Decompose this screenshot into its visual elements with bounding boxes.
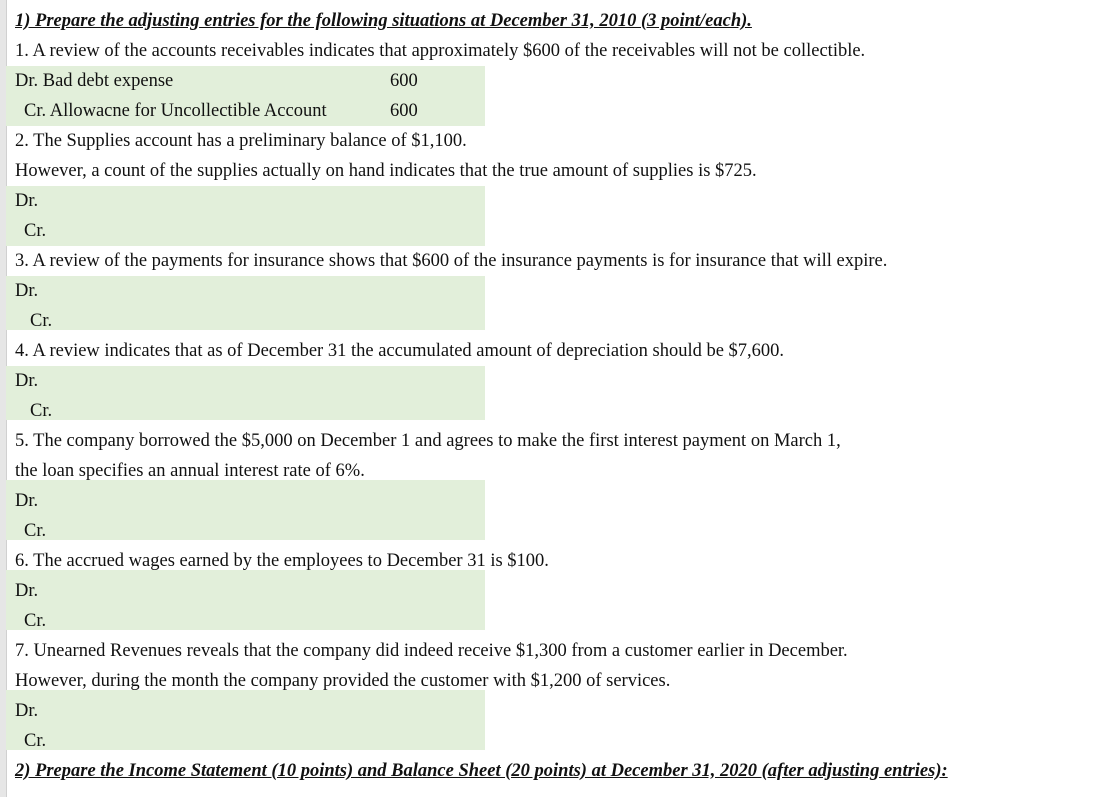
q2-debit-label: Dr.	[15, 191, 39, 211]
q5-debit-label: Dr.	[15, 491, 39, 511]
q7-question-line-1: 7. Unearned Revenues reveals that the company did indeed receive $1,300 from a customer earlier in December.	[15, 641, 848, 661]
q4-question: 4. A review indicates that as of December 31 the accumulated amount of depreciation should be $7,600.	[15, 341, 785, 361]
q5-credit-label: Cr.	[24, 521, 47, 541]
q1-question: 1. A review of the accounts receivables indicates that approximately $600 of the receivables will not be collectible.	[15, 41, 866, 61]
q1-credit-amount: 600	[390, 101, 418, 121]
section-1-heading: 1) Prepare the adjusting entries for the following situations at December 31, 2010 (3 point/each).	[15, 11, 752, 31]
q2-question-line-1: 2. The Supplies account has a preliminary balance of $1,100.	[15, 131, 467, 151]
q7-credit-label: Cr.	[24, 731, 47, 751]
q4-debit-label: Dr.	[15, 371, 39, 391]
answer-area-q7[interactable]	[6, 690, 485, 750]
q2-credit-label: Cr.	[24, 221, 47, 241]
section-2-heading: 2) Prepare the Income Statement (10 points) and Balance Sheet (20 points) at December 31, 2020 (after adjusting entries):	[15, 761, 948, 781]
q4-credit-label: Cr.	[30, 401, 53, 421]
q3-credit-label: Cr.	[30, 311, 53, 331]
q3-debit-label: Dr.	[15, 281, 39, 301]
q1-debit-amount: 600	[390, 71, 418, 91]
answer-area-q4[interactable]	[6, 366, 485, 420]
answer-area-q6[interactable]	[6, 570, 485, 630]
q2-question-line-2: However, a count of the supplies actually on hand indicates that the true amount of supplies is $725.	[15, 161, 757, 181]
q6-question: 6. The accrued wages earned by the employees to December 31 is $100.	[15, 551, 549, 571]
q1-debit-label: Dr. Bad debt expense	[15, 71, 174, 91]
q7-debit-label: Dr.	[15, 701, 39, 721]
q6-debit-label: Dr.	[15, 581, 39, 601]
answer-area-q2[interactable]	[6, 186, 485, 246]
answer-area-q3[interactable]	[6, 276, 485, 330]
q1-credit-label: Cr. Allowacne for Uncollectible Account	[24, 101, 327, 121]
q5-question-line-1: 5. The company borrowed the $5,000 on December 1 and agrees to make the first interest payment on March 1,	[15, 431, 841, 451]
q7-question-line-2: However, during the month the company provided the customer with $1,200 of services.	[15, 671, 671, 691]
q3-question: 3. A review of the payments for insurance shows that $600 of the insurance payments is for insurance that will expire.	[15, 251, 888, 271]
q6-credit-label: Cr.	[24, 611, 47, 631]
q5-question-line-2: the loan specifies an annual interest rate of 6%.	[15, 461, 365, 481]
answer-area-q5[interactable]	[6, 480, 485, 540]
